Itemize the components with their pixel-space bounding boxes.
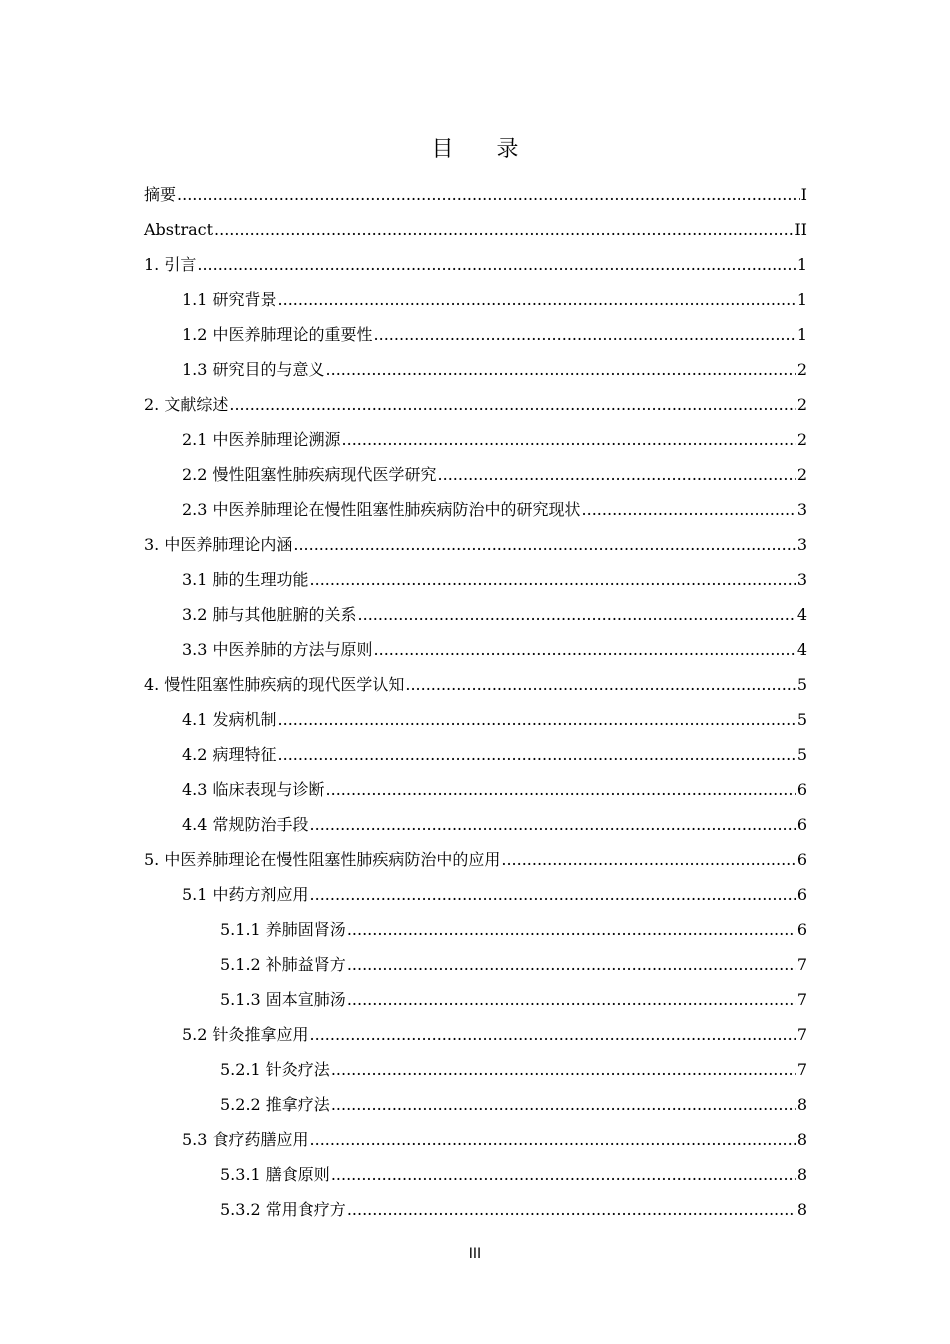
toc-entry-page: 5	[796, 675, 807, 694]
toc-dot-leader	[310, 807, 796, 842]
toc-entry[interactable]	[144, 1052, 807, 1087]
toc-dot-leader	[347, 1192, 796, 1227]
toc-entry-page: 7	[796, 990, 807, 1009]
toc-entry-page: 6	[796, 780, 807, 799]
toc-entry-page: 2	[796, 395, 807, 414]
toc-entry-label: 5.1.2 补肺益肾方	[220, 955, 346, 974]
toc-entry-page: 5	[796, 745, 807, 764]
toc-entry-label: 3.1 肺的生理功能	[182, 570, 309, 589]
toc-entry[interactable]	[144, 282, 807, 317]
toc-entry-label: 1.2 中医养肺理论的重要性	[182, 325, 373, 344]
toc-dot-leader	[293, 527, 795, 562]
toc-entry[interactable]	[144, 457, 807, 492]
toc-entry-page: 8	[796, 1165, 807, 1184]
toc-entry-label: 5.1.1 养肺固肾汤	[220, 920, 346, 939]
toc-entry-label: 5. 中医养肺理论在慢性阻塞性肺疾病防治中的应用	[144, 850, 501, 869]
toc-entry-page: 6	[796, 815, 807, 834]
toc-entry-label: 摘要	[144, 185, 177, 204]
toc-entry[interactable]	[144, 982, 807, 1017]
toc-dot-leader	[177, 177, 800, 212]
toc-entry-label: Abstract	[144, 220, 214, 239]
toc-entry[interactable]	[144, 702, 807, 737]
toc-entry-page: 7	[796, 1025, 807, 1044]
toc-dot-leader	[582, 492, 796, 527]
toc-entry-page: 1	[796, 290, 807, 309]
toc-entry[interactable]	[144, 492, 807, 527]
toc-entry[interactable]	[144, 912, 807, 947]
toc-entry-label: 2.2 慢性阻塞性肺疾病现代医学研究	[182, 465, 437, 484]
toc-entry-page: 5	[796, 710, 807, 729]
toc-dot-leader	[331, 1052, 796, 1087]
toc-entry[interactable]	[144, 1192, 807, 1227]
toc-entry[interactable]	[144, 247, 807, 282]
toc-dot-leader	[229, 387, 795, 422]
toc-entry-label: 5.2.1 针灸疗法	[220, 1060, 330, 1079]
toc-entry-label: 4.4 常规防治手段	[182, 815, 309, 834]
toc-entry-page: 7	[796, 1060, 807, 1079]
toc-entry-label: 4. 慢性阻塞性肺疾病的现代医学认知	[144, 675, 405, 694]
toc-entry[interactable]	[144, 212, 807, 247]
toc-dot-leader	[278, 702, 796, 737]
toc-entry-page: 6	[796, 885, 807, 904]
toc-entry-label: 2. 文献综述	[144, 395, 229, 414]
toc-entry[interactable]	[144, 597, 807, 632]
toc-entry[interactable]	[144, 422, 807, 457]
toc-entry-label: 5.3.2 常用食疗方	[220, 1200, 346, 1219]
toc-dot-leader	[310, 1122, 796, 1157]
toc-entry-label: 5.1.3 固本宣肺汤	[220, 990, 346, 1009]
toc-dot-leader	[326, 352, 796, 387]
toc-entry[interactable]	[144, 807, 807, 842]
toc-entry-page: 8	[796, 1130, 807, 1149]
toc-entry-page: I	[800, 185, 807, 204]
toc-entry-page: 6	[796, 850, 807, 869]
toc-entry[interactable]	[144, 387, 807, 422]
toc-entry[interactable]	[144, 667, 807, 702]
toc-dot-leader	[310, 877, 796, 912]
toc-dot-leader	[501, 842, 795, 877]
toc-entry-page: 3	[796, 500, 807, 519]
toc-entry[interactable]	[144, 317, 807, 352]
toc-entry[interactable]	[144, 527, 807, 562]
toc-entry-page: 2	[796, 360, 807, 379]
toc-dot-leader	[310, 1017, 796, 1052]
toc-dot-leader	[197, 247, 795, 282]
toc-dot-leader	[326, 772, 796, 807]
toc-dot-leader	[358, 597, 796, 632]
toc-entry-page: 3	[796, 570, 807, 589]
toc-entry-page: 6	[796, 920, 807, 939]
toc-entry-label: 5.3.1 膳食原则	[220, 1165, 330, 1184]
toc-dot-leader	[310, 562, 796, 597]
toc-dot-leader	[278, 282, 796, 317]
toc-entry[interactable]	[144, 1122, 807, 1157]
toc-entry[interactable]	[144, 737, 807, 772]
toc-entry-page: 7	[796, 955, 807, 974]
toc-dot-leader	[278, 737, 796, 772]
toc-entry-label: 5.2 针灸推拿应用	[182, 1025, 309, 1044]
toc-entry-label: 4.2 病理特征	[182, 745, 277, 764]
toc-entry[interactable]	[144, 842, 807, 877]
toc-entry-label: 1.3 研究目的与意义	[182, 360, 325, 379]
toc-entry-page: 8	[796, 1095, 807, 1114]
toc-entry[interactable]	[144, 177, 807, 212]
toc-entry[interactable]	[144, 772, 807, 807]
toc-dot-leader	[331, 1087, 796, 1122]
toc-entry-page: 4	[796, 640, 807, 659]
toc-entry-label: 2.3 中医养肺理论在慢性阻塞性肺疾病防治中的研究现状	[182, 500, 581, 519]
toc-entry[interactable]	[144, 1017, 807, 1052]
toc-entry[interactable]	[144, 632, 807, 667]
toc-entry-page: II	[794, 220, 807, 239]
toc-title: 目 录	[431, 137, 537, 162]
toc-entry-page: 1	[796, 255, 807, 274]
toc-dot-leader	[347, 947, 796, 982]
toc-entry-label: 3.3 中医养肺的方法与原则	[182, 640, 373, 659]
toc-entry-label: 4.3 临床表现与诊断	[182, 780, 325, 799]
toc-entry-label: 5.3 食疗药膳应用	[182, 1130, 309, 1149]
toc-dot-leader	[214, 212, 793, 247]
toc-entry[interactable]	[144, 877, 807, 912]
toc-dot-leader	[438, 457, 796, 492]
toc-entry-page: 2	[796, 430, 807, 449]
toc-entry[interactable]	[144, 947, 807, 982]
toc-entry-label: 5.2.2 推拿疗法	[220, 1095, 330, 1114]
toc-dot-leader	[405, 667, 795, 702]
toc-entry-label: 2.1 中医养肺理论溯源	[182, 430, 341, 449]
toc-entry-page: 4	[796, 605, 807, 624]
toc-entry-label: 4.1 发病机制	[182, 710, 277, 729]
toc-entry-label: 3. 中医养肺理论内涵	[144, 535, 293, 554]
toc-entry-page: 2	[796, 465, 807, 484]
toc-dot-leader	[374, 632, 796, 667]
toc-entry-page: 1	[796, 325, 807, 344]
toc-dot-leader	[347, 982, 796, 1017]
toc-entry[interactable]	[144, 1157, 807, 1192]
toc-entry[interactable]	[144, 562, 807, 597]
toc-dot-leader	[374, 317, 796, 352]
toc-dot-leader	[342, 422, 796, 457]
toc-entry-page: 8	[796, 1200, 807, 1219]
toc-dot-leader	[331, 1157, 796, 1192]
toc-entry[interactable]	[144, 352, 807, 387]
toc-list	[144, 177, 807, 1227]
toc-entry-page: 3	[796, 535, 807, 554]
toc-entry-label: 1.1 研究背景	[182, 290, 277, 309]
page-number: III	[468, 1246, 482, 1262]
toc-entry-label: 5.1 中药方剂应用	[182, 885, 309, 904]
toc-dot-leader	[347, 912, 796, 947]
toc-entry-label: 3.2 肺与其他脏腑的关系	[182, 605, 357, 624]
toc-entry[interactable]	[144, 1087, 807, 1122]
toc-entry-label: 1. 引言	[144, 255, 197, 274]
